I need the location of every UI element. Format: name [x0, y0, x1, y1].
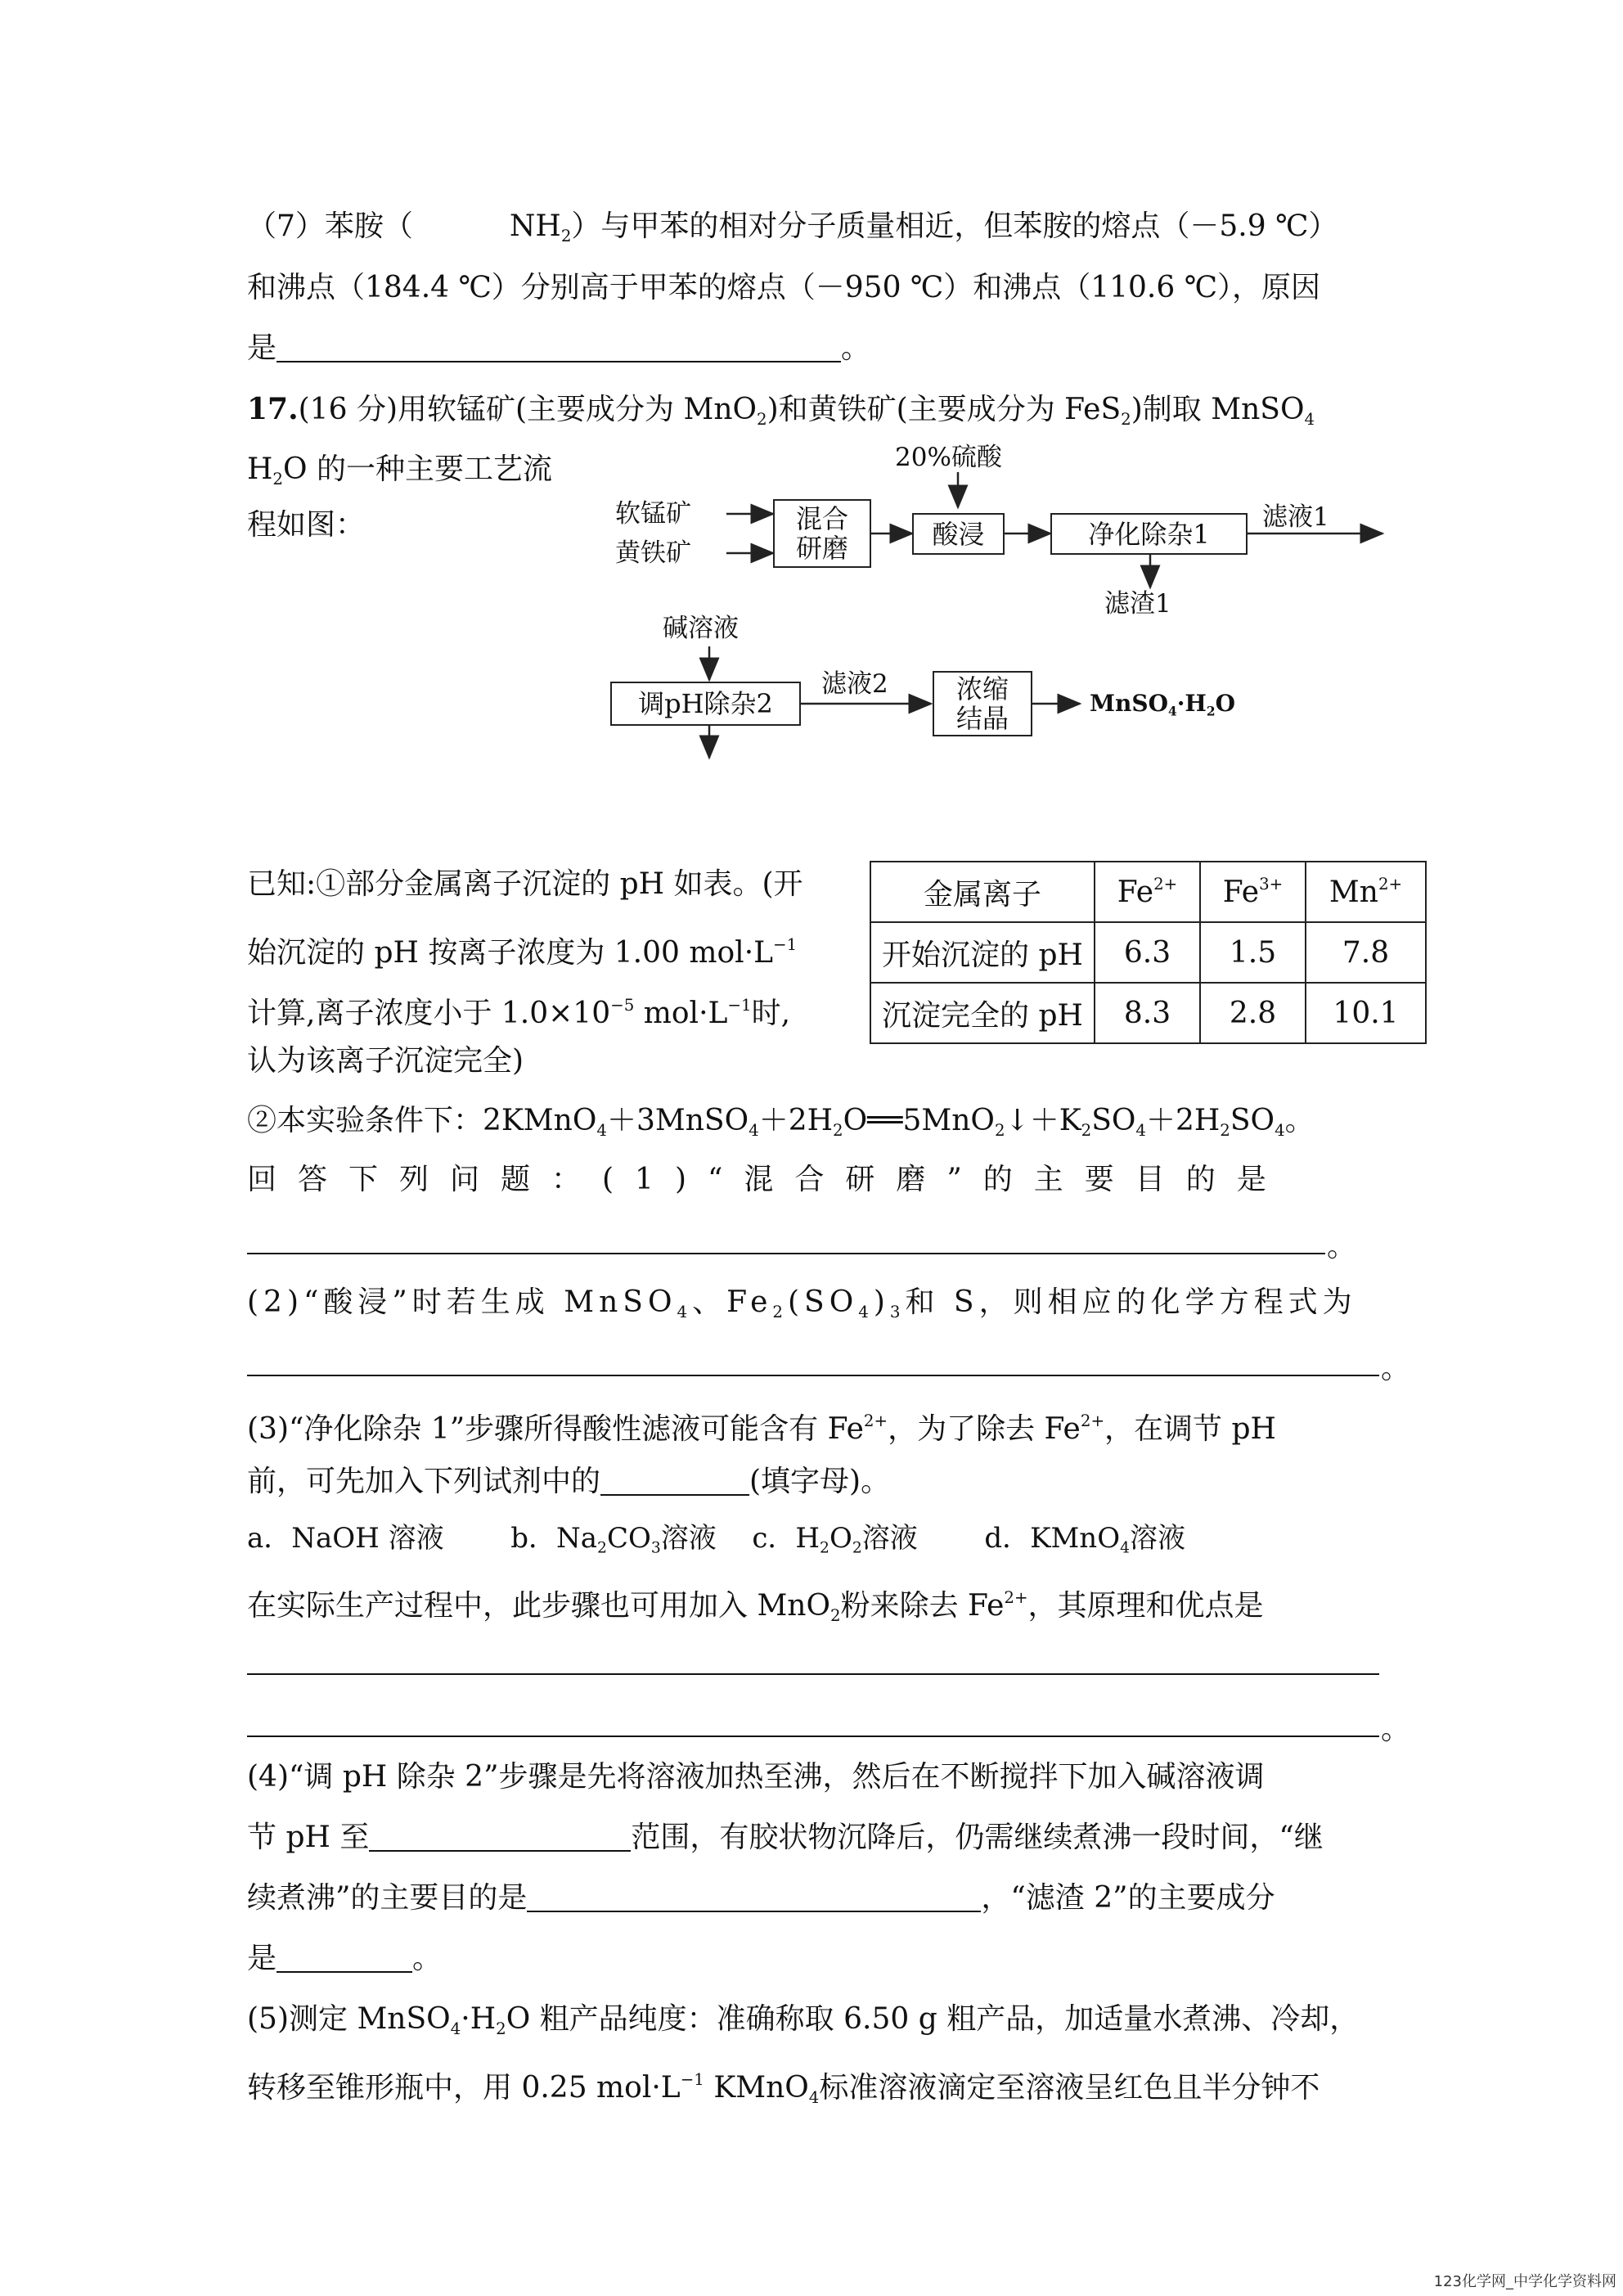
- q4-answer-blank-1[interactable]: [369, 1821, 631, 1852]
- q16-7-line2: 和沸点（184.4 ℃）分别高于甲苯的熔点（－950 ℃）和沸点（110.6 ℃），原因: [247, 271, 1320, 304]
- flow-product-label: $MnSO_4\cdot H_2O$: [1090, 690, 1235, 719]
- table-cell: 10.1: [1306, 983, 1426, 1043]
- flow-ore2-label: 黄铁矿: [615, 538, 691, 568]
- table-cell: 7.8: [1306, 922, 1426, 983]
- q3-line1: (3)“净化除杂 1”步骤所得酸性滤液可能含有 $Fe^{2+}$，为了除去 $Fe^{2+}$，在调节 pH: [247, 1411, 1276, 1446]
- page-footer-watermark: 123化学网_中学化学资料网: [1433, 2273, 1616, 2290]
- q1-answer-line[interactable]: [247, 1253, 1325, 1254]
- known-line3: 计算,离子浓度小于 $1.0\times 10^{-5}$ $mol\cdot L^{-1}$时,: [247, 996, 791, 1030]
- option-b: b．$Na_2CO_3$溶液: [510, 1522, 717, 1557]
- known-line4: 认为该离子沉淀完全): [247, 1044, 524, 1078]
- q4-line2: 节 pH 至 范围，有胶状物沉降后，仍需继续煮沸一段时间，“继: [247, 1821, 1324, 1854]
- ion-precipitation-table: [870, 861, 1427, 1044]
- table-header-cell: $Fe^{3+}$: [1200, 862, 1306, 922]
- q5-line1: (5)测定 $MnSO_4\cdot H_2O$ 粗产品纯度：准确称取 6.50 g 粗产品，加适量水煮沸、冷却，: [247, 2002, 1360, 2038]
- q2-end-mark: 。: [1381, 1352, 1411, 1385]
- q3-options: [247, 1519, 1185, 1569]
- q3-line4: 在实际生产过程中，此步骤也可用加入 MnO$_2$粉来除去 $Fe^{2+}$，其原理和优点是: [247, 1588, 1264, 1625]
- q17-intro-line1: 17.(16 分)用软锰矿(主要成分为 MnO$_2$)和黄铁矿(主要成分为 FeS$_2$)制取 MnSO$_4$: [247, 392, 1315, 429]
- option-a: a．NaOH 溶液: [247, 1522, 444, 1555]
- flow-box-purify1: 净化除杂1: [1050, 513, 1248, 555]
- q3-answer-blank[interactable]: [600, 1465, 749, 1496]
- flowchart-arrows: [0, 0, 1623, 818]
- flow-box-concentrate: 浓缩 结晶: [933, 671, 1032, 736]
- q17-intro-line3: 程如图：: [247, 508, 366, 542]
- option-d: d．KMnO$_4$溶液: [984, 1522, 1185, 1557]
- reaction-equation: ②本实验条件下：$2KMnO_4+3MnSO_4+2H_2O══5MnO_2↓+K_2SO_4+2H_2SO_4$。: [247, 1104, 1315, 1140]
- q3-answer-line-2[interactable]: [247, 1736, 1379, 1737]
- table-cell: 2.8: [1200, 983, 1306, 1043]
- known-line2: 始沉淀的 pH 按离子浓度为 1.00 $mol\cdot L^{-1}$: [247, 935, 798, 970]
- option-c: c．$H_2O_2$溶液: [752, 1522, 918, 1557]
- table-header-cell: $Fe^{2+}$: [1095, 862, 1200, 922]
- flow-alkali-label: 碱溶液: [663, 614, 739, 643]
- table-cell: 8.3: [1095, 983, 1200, 1043]
- flow-box-mix-grind: 混合 研磨: [773, 499, 871, 568]
- table-row: [870, 922, 1426, 983]
- q3-end-mark: 。: [1381, 1713, 1411, 1746]
- known-line1: 已知:①部分金属离子沉淀的 pH 如表。(开: [247, 867, 803, 901]
- q3-line2: 前，可先加入下列试剂中的 (填字母)。: [247, 1465, 891, 1498]
- flow-acid-reagent-label: 20%硫酸: [895, 443, 1002, 472]
- q4-line4: 是 。: [247, 1942, 443, 1975]
- q4-line1: (4)“调 pH 除杂 2”步骤是先将溶液加热至沸，然后在不断搅拌下加入碱溶液调: [247, 1760, 1265, 1794]
- flow-box-purify2: 调pH除杂2: [610, 682, 801, 726]
- table-header-row: [870, 862, 1426, 922]
- table-cell: 1.5: [1200, 922, 1306, 983]
- q3-answer-line-1[interactable]: [247, 1673, 1379, 1675]
- table-row: [870, 983, 1426, 1043]
- flow-filtrate1-label: 滤液1: [1262, 502, 1329, 532]
- table-header-cell: 金属离子: [870, 862, 1095, 922]
- flow-residue1-label: 滤渣1: [1104, 589, 1171, 619]
- table-row-label: 沉淀完全的 pH: [870, 983, 1095, 1043]
- q1-end-mark: 。: [1327, 1230, 1357, 1263]
- table-header-cell: $Mn^{2+}$: [1306, 862, 1426, 922]
- q17-intro-line2: $H_2O$ 的一种主要工艺流: [247, 452, 552, 488]
- q4-answer-blank-3[interactable]: [276, 1942, 412, 1973]
- flow-box-acid-leach: 酸浸: [912, 513, 1005, 555]
- q16-7-line1: （7）苯胺（ $NH_2$）与甲苯的相对分子质量相近，但苯胺的熔点（－5.9 ℃）: [247, 209, 1338, 245]
- q16-7-line3: 是 。: [247, 331, 871, 365]
- table-cell: 6.3: [1095, 922, 1200, 983]
- flow-ore1-label: 软锰矿: [615, 499, 691, 529]
- q2-question: (2)“酸浸”时若生成 MnSO$_4$、$Fe_2(SO_4)_3$和 S，则相应的化学方程式为: [247, 1285, 1357, 1321]
- flow-filtrate2-label: 滤液2: [821, 669, 888, 699]
- q4-answer-blank-2[interactable]: [527, 1881, 981, 1912]
- table-row-label: 开始沉淀的 pH: [870, 922, 1095, 983]
- q1-question: 回答下列问题：(1)“混合研磨”的主要目的是: [247, 1163, 1288, 1196]
- q4-line3: 续煮沸”的主要目的是 ，“滤渣 2”的主要成分: [247, 1881, 1275, 1915]
- q5-line2: 转移至锥形瓶中，用 0.25 $mol\cdot L^{-1}$ KMnO$_4$标准溶液滴定至溶液呈红色且半分钟不: [247, 2070, 1320, 2107]
- q2-answer-line[interactable]: [247, 1375, 1379, 1376]
